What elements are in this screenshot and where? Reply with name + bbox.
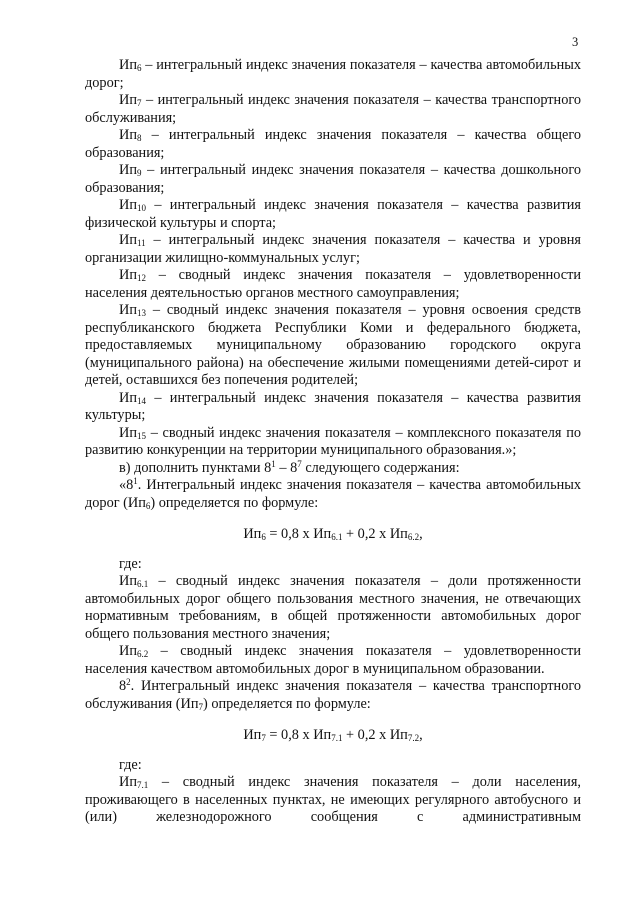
- entry-ip14: $Ип_{14}$ – интегральный индекс значения показателя – качества развития культуры;: [85, 389, 581, 423]
- page-number: 3: [572, 35, 579, 49]
- formula-ip6: $Ип_6 = 0,8$ х $Ип_{6.1} + 0,2$ х $Ип_{6.2}$,: [243, 526, 423, 542]
- definition-ip7-1: $Ип_{7.1}$ – сводный индекс значения показателя – доли населения, проживающего в населенных пунктах, не имеющих регулярного автобусного и (или) железнодорожного сообщения с административным: [85, 774, 581, 825]
- document-body: [85, 57, 581, 827]
- point-8-2-heading: $8^2$. Интегральный индекс значения показателя – качества транспортного обслуживания $(Ип_7)$ определяется по формуле:: [85, 677, 581, 712]
- entry-ip10: $Ип_{10}$ – интегральный индекс значения показателя – качества развития физической культуры и спорта;: [85, 197, 581, 231]
- entry-ip8: $Ип_8$ – интегральный индекс значения показателя – качества общего образования;: [85, 127, 581, 161]
- where-label-8-1: где:: [119, 555, 142, 572]
- entry-ip9: $Ип_9$ – интегральный индекс значения показателя – качества дошкольного образования;: [85, 162, 581, 196]
- definition-ip6-2: $Ип_{6.2}$ – сводный индекс значения показателя – удовлетворенности населения качеством автомобильных дорог в муниципальном образовании.: [85, 643, 581, 677]
- entry-ip11: $Ип_{11}$ – интегральный индекс значения показателя – качества и уровня организации жилищно-коммунальных услуг;: [85, 232, 581, 266]
- entry-ip12: $Ип_{12}$ – сводный индекс значения показателя – удовлетворенности населения деятельностью органов местного самоуправления;: [85, 267, 581, 301]
- item-v-amendment: в) дополнить пунктами $8^1 - 8^7$ следующего содержания:: [119, 458, 460, 476]
- entry-ip7: $Ип_7$ – интегральный индекс значения показателя – качества транспортного обслуживания;: [85, 92, 581, 126]
- where-label-8-2: где:: [119, 756, 142, 773]
- entry-ip15: $Ип_{15}$ – сводный индекс значения показателя – комплексного показателя по развитию конкуренции на территории муниципального образования.»;: [85, 424, 581, 458]
- point-8-1-heading: «$8^1$. Интегральный индекс значения показателя – качества автомобильных дорог $(Ип_6)$ определяется по формуле:: [85, 476, 581, 511]
- entry-ip6: $Ип_6$ – интегральный индекс значения показателя – качества автомобильных дорог;: [85, 57, 581, 91]
- formula-ip7: $Ип_7 = 0,8$ х $Ип_{7.1} + 0,2$ х $Ип_{7.2}$,: [243, 727, 423, 743]
- entry-ip13: $Ип_{13}$ – сводный индекс значения показателя – уровня освоения средств республиканского бюджета Республики Коми и федерального бюджета, предоставляемых муниципальному образованию городского округа (муниципального района) на обеспечение жилыми помещениями детей-сирот и детей, оставшихся без попечения родителей;: [85, 302, 581, 388]
- definition-ip6-1: $Ип_{6.1}$ – сводный индекс значения показателя – доли протяженности автомобильных дорог общего пользования местного значения, не отвечающих нормативным требованиям, в общей протяженности автомобильных дорог общего пользования местного значения;: [85, 573, 581, 642]
